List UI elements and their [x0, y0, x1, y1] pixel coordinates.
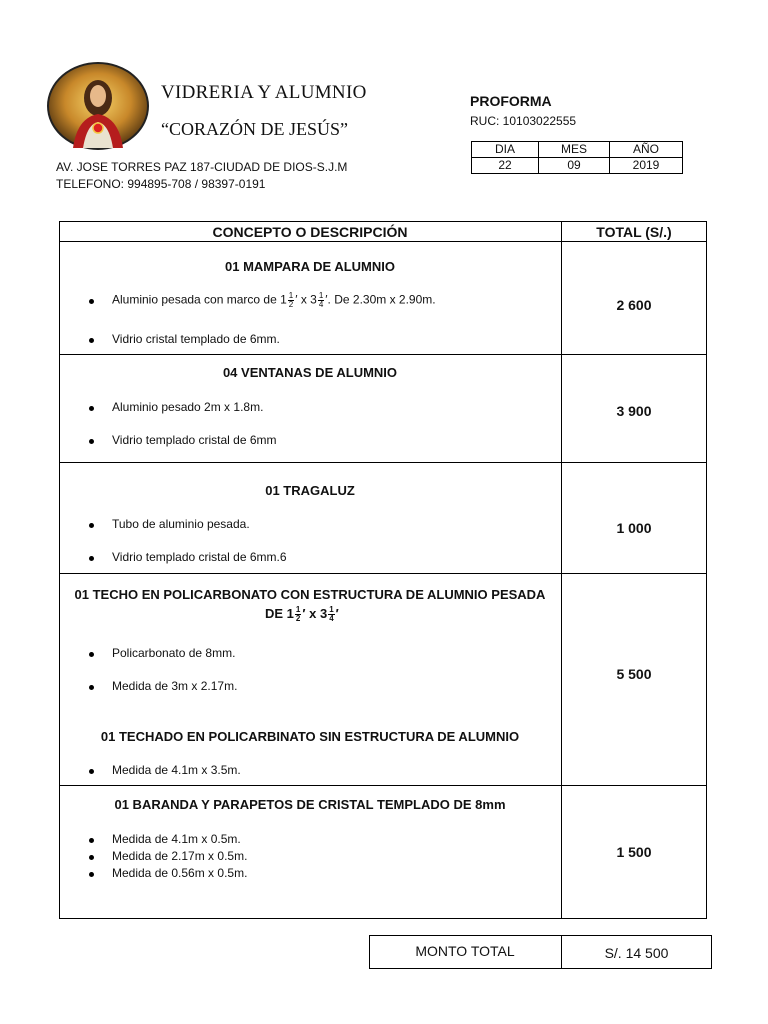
row-divider: [59, 354, 707, 355]
row-divider: [59, 785, 707, 786]
row-divider: [59, 462, 707, 463]
row-divider: [59, 573, 707, 574]
list-item: Medida de 0.56m x 0.5m.: [112, 866, 248, 880]
total-value: S/. 14 500: [604, 945, 669, 961]
list-item: Aluminio pesada con marco de 1 $\frac{1}{2}$ ′ x 3 $\frac{1}{4}$ ′. De 2.30m x 2.90m.: [112, 291, 436, 309]
bullet: [89, 556, 94, 561]
date-year: 2019: [610, 158, 683, 174]
total-label: MONTO TOTAL: [415, 943, 515, 959]
fraction-half: $\frac{1}{2}$: [288, 291, 294, 309]
row-amount: 5 500: [616, 666, 652, 682]
column-divider: [561, 221, 562, 919]
row-title: 04 VENTANAS DE ALUMNIO: [222, 365, 398, 380]
bullet: [89, 406, 94, 411]
row-amount: 3 900: [616, 403, 652, 419]
bullet: [89, 769, 94, 774]
business-slogan: “CORAZÓN DE JESÚS”: [161, 119, 348, 139]
date-header-day: DIA: [472, 142, 539, 158]
fraction-quarter: $\frac{1}{4}$: [318, 291, 324, 309]
ruc-number: RUC: 10103022555: [470, 114, 577, 128]
bullet: [89, 838, 94, 843]
list-item: Vidrio cristal templado de 6mm.: [112, 332, 280, 346]
list-item: Policarbonato de 8mm.: [112, 646, 236, 660]
header-divider: [59, 241, 707, 242]
bullet: [89, 652, 94, 657]
list-item: Medida de 4.1m x 0.5m.: [112, 832, 241, 846]
date-month: 09: [539, 158, 610, 174]
row-title: 01 BARANDA Y PARAPETOS DE CRISTAL TEMPLADO DE 8mm: [114, 797, 506, 812]
row-amount: 1 000: [616, 520, 652, 536]
row-title: 01 TRAGALUZ: [265, 483, 355, 498]
bullet: [89, 872, 94, 877]
row-subtitle: 01 TECHADO EN POLICARBINATO SIN ESTRUCTURA DE ALUMNIO: [100, 729, 520, 744]
contact-info: [56, 159, 347, 193]
bullet: [89, 439, 94, 444]
row-amount: 2 600: [616, 297, 652, 313]
sacred-heart-logo: [47, 62, 149, 150]
row-title: 01 TECHO EN POLICARBONATO CON ESTRUCTURA DE ALUMNIO PESADA: [74, 587, 546, 602]
fraction-quarter: $\frac{1}{4}$: [329, 605, 334, 624]
bullet: [89, 299, 94, 304]
bullet: [89, 523, 94, 528]
phone: TELEFONO: 994895-708 / 98397-0191: [56, 177, 266, 191]
column-header-description: CONCEPTO O DESCRIPCIÓN: [212, 224, 408, 240]
address: AV. JOSE TORRES PAZ 187-CIUDAD DE DIOS-S.J.M: [56, 160, 348, 174]
business-name: VIDRERIA Y ALUMNIO: [161, 82, 367, 103]
bullet: [89, 685, 94, 690]
row-title: 01 MAMPARA DE ALUMNIO: [225, 259, 395, 274]
date-header-year: AÑO: [610, 142, 683, 158]
column-header-total: TOTAL (S/.): [596, 224, 672, 240]
list-item: Vidrio templado cristal de 6mm: [112, 433, 277, 447]
proforma-title: PROFORMA: [470, 93, 552, 109]
date-day: 22: [472, 158, 539, 174]
list-item: Medida de 2.17m x 0.5m.: [112, 849, 248, 863]
bullet: [89, 338, 94, 343]
list-item: Aluminio pesado 2m x 1.8m.: [112, 400, 264, 414]
list-item: Vidrio templado cristal de 6mm.6: [112, 550, 287, 564]
items-table: [59, 221, 707, 919]
list-item: Medida de 4.1m x 3.5m.: [112, 763, 241, 777]
date-table: [471, 141, 683, 174]
date-header-month: MES: [539, 142, 610, 158]
fraction-half: $\frac{1}{2}$: [295, 605, 301, 624]
list-item: Tubo de aluminio pesada.: [112, 517, 250, 531]
row-title-dimensions: DE 1 $\frac{1}{2}$ ′ x 3 $\frac{1}{4}$ ′: [265, 605, 339, 624]
bullet: [89, 855, 94, 860]
list-item: Medida de 3m x 2.17m.: [112, 679, 238, 693]
row-amount: 1 500: [616, 844, 652, 860]
